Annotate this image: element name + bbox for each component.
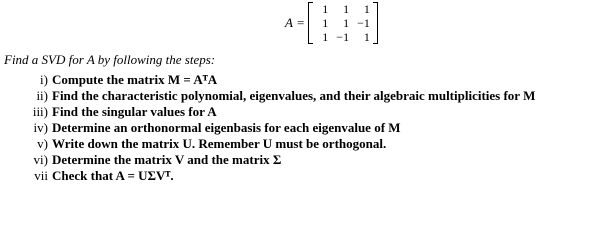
step-text: Write down the matrix U. Remember U must be orthogonal. <box>52 136 387 151</box>
matrix-row <box>312 30 374 44</box>
matrix-row <box>312 16 374 30</box>
matrix-table <box>312 2 374 44</box>
matrix-definition <box>285 2 378 44</box>
step-text: Compute the matrix M = AᵀA <box>52 72 218 87</box>
step-number: iv) <box>33 120 48 135</box>
step-item <box>18 120 535 136</box>
step-number: v) <box>37 136 48 151</box>
step-text: Determine an orthonormal eigenbasis for each eigenvalue of M <box>52 120 401 135</box>
step-item <box>18 136 535 152</box>
matrix-brackets <box>308 2 378 44</box>
step-text: Check that A = UΣVᵀ. <box>52 168 174 183</box>
step-number: iii) <box>32 104 48 119</box>
step-item <box>18 152 535 168</box>
matrix-label: A <box>285 15 293 30</box>
step-number: i) <box>40 72 48 87</box>
step-text: Find the characteristic polynomial, eigenvalues, and their algebraic multiplicities for M <box>52 88 536 103</box>
matrix-cell: −1 <box>357 16 370 30</box>
step-item <box>18 88 535 104</box>
matrix-row <box>312 2 374 16</box>
step-text: Determine the matrix V and the matrix Σ <box>52 152 282 167</box>
step-item <box>18 168 535 184</box>
intro-text: Find a SVD for A by following the steps: <box>4 52 216 67</box>
matrix-equals-sign: = <box>296 15 305 30</box>
matrix-cell: 1 <box>343 2 350 16</box>
matrix-cell: −1 <box>336 30 350 44</box>
matrix-cell: 1 <box>322 30 329 44</box>
matrix-cell: 1 <box>363 30 370 44</box>
steps-list <box>18 72 535 184</box>
matrix-cell: 1 <box>363 2 370 16</box>
step-text: Find the singular values for A <box>52 104 217 119</box>
step-number: ii) <box>36 88 48 103</box>
matrix-cell: 1 <box>322 2 329 16</box>
step-item <box>18 104 535 120</box>
step-number: vii <box>34 168 48 183</box>
matrix-cell: 1 <box>343 16 350 30</box>
matrix-cell: 1 <box>322 16 329 30</box>
step-item <box>18 72 535 88</box>
step-number: vi) <box>33 152 48 167</box>
